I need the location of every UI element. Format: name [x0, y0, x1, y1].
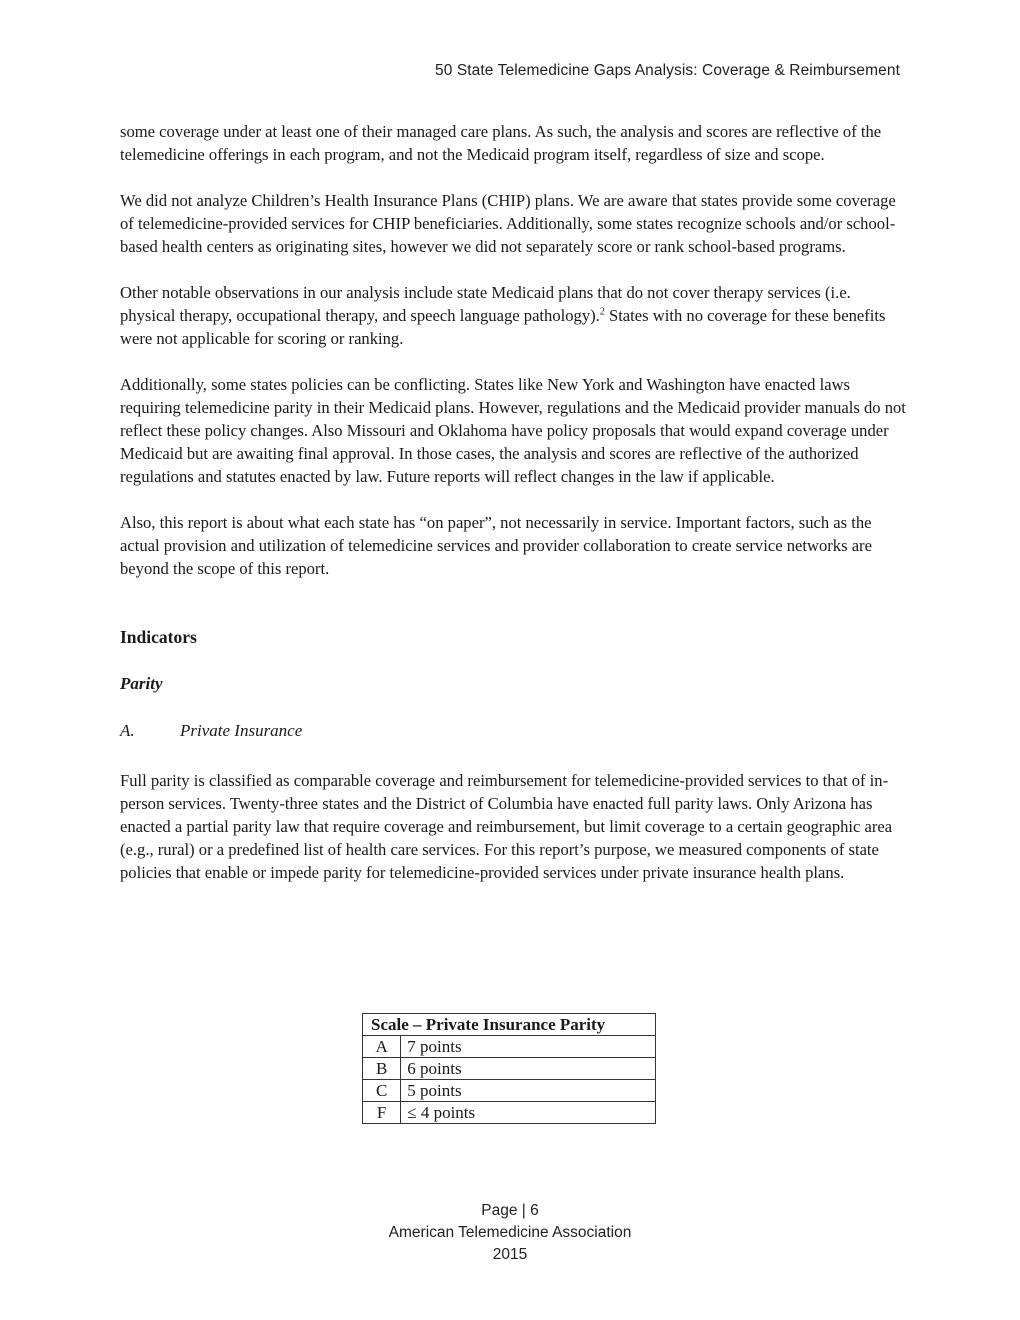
page-footer	[0, 1200, 1020, 1266]
footer-organization: American Telemedicine Association	[388, 1224, 632, 1241]
grade-cell: A	[363, 1036, 401, 1058]
paragraph-therapy-text: Other notable observations in our analysis include state Medicaid plans that do not cover therapy services (i.e. physical therapy, occupational therapy, and speech language pathology).	[120, 283, 851, 325]
heading-parity: Parity	[120, 674, 163, 693]
heading-title: Private Insurance	[180, 721, 303, 740]
paragraph-chip: We did not analyze Children’s Health Insurance Plans (CHIP) plans. We are aware that states provide some coverage of telemedicine-provided services for CHIP beneficiaries. Additionally, some states recognize schools and/or school-based health centers as originating sites, however we did not separately score or rank school-based programs.	[120, 191, 896, 256]
points-cell: ≤ 4 points	[401, 1102, 656, 1124]
grade-cell: C	[363, 1080, 401, 1102]
document-body	[120, 120, 910, 907]
running-header: 50 State Telemedicine Gaps Analysis: Coverage & Reimbursement	[434, 62, 900, 79]
paragraph-conflicting-policies: Additionally, some states policies can be conflicting. States like New York and Washington have enacted laws requiring telemedicine parity in their Medicaid plans. However, regulations and the Medicaid provider manuals do not reflect these policy changes. Also Missouri and Oklahoma have policy proposals that would expand coverage under Medicaid but are awaiting final approval. In those cases, the analysis and scores are reflective of the authorized regulations and statutes enacted by law. Future reports will reflect changes in the law if applicable.	[120, 375, 906, 486]
heading-private-insurance	[120, 719, 910, 743]
table-row	[363, 1102, 656, 1124]
heading-indicators: Indicators	[120, 627, 197, 647]
paragraph-therapy-text-cont: States with no coverage for these benefits were not applicable for scoring or ranking.	[120, 306, 886, 348]
footnote-marker[interactable]: 2	[599, 306, 605, 318]
paragraph-managed-care: some coverage under at least one of their managed care plans. As such, the analysis and scores are reflective of the telemedicine offerings in each program, and not the Medicaid program itself, regardless of size and scope.	[120, 122, 882, 164]
paragraph-full-parity: Full parity is classified as comparable coverage and reimbursement for telemedicine-provided services to that of in-person services. Twenty-three states and the District of Columbia have enacted full parity laws. Only Arizona has enacted a partial parity law that require coverage and reimbursement, but limit coverage to a certain geographic area (e.g., rural) or a predefined list of health care services. For this report’s purpose, we measured components of state policies that enable or impede parity for telemedicine-provided services under private insurance health plans.	[120, 771, 893, 882]
scale-table	[362, 1013, 656, 1124]
page-number: Page | 6	[481, 1202, 539, 1219]
paragraph-on-paper: Also, this report is about what each state has “on paper”, not necessarily in service. Important factors, such as the actual provision and utilization of telemedicine services and provider collaboration to create service networks are beyond the scope of this report.	[120, 513, 872, 578]
table-row	[363, 1058, 656, 1080]
table-title: Scale – Private Insurance Parity	[363, 1014, 656, 1036]
paragraph-therapy-services	[120, 281, 910, 350]
points-cell: 5 points	[401, 1080, 656, 1102]
table-row	[363, 1036, 656, 1058]
points-cell: 7 points	[401, 1036, 656, 1058]
table-row	[363, 1080, 656, 1102]
grade-cell: F	[363, 1102, 401, 1124]
table-header-row	[363, 1014, 656, 1036]
footer-year: 2015	[492, 1246, 528, 1263]
points-cell: 6 points	[401, 1058, 656, 1080]
heading-letter: A.	[120, 721, 135, 740]
grade-cell: B	[363, 1058, 401, 1080]
